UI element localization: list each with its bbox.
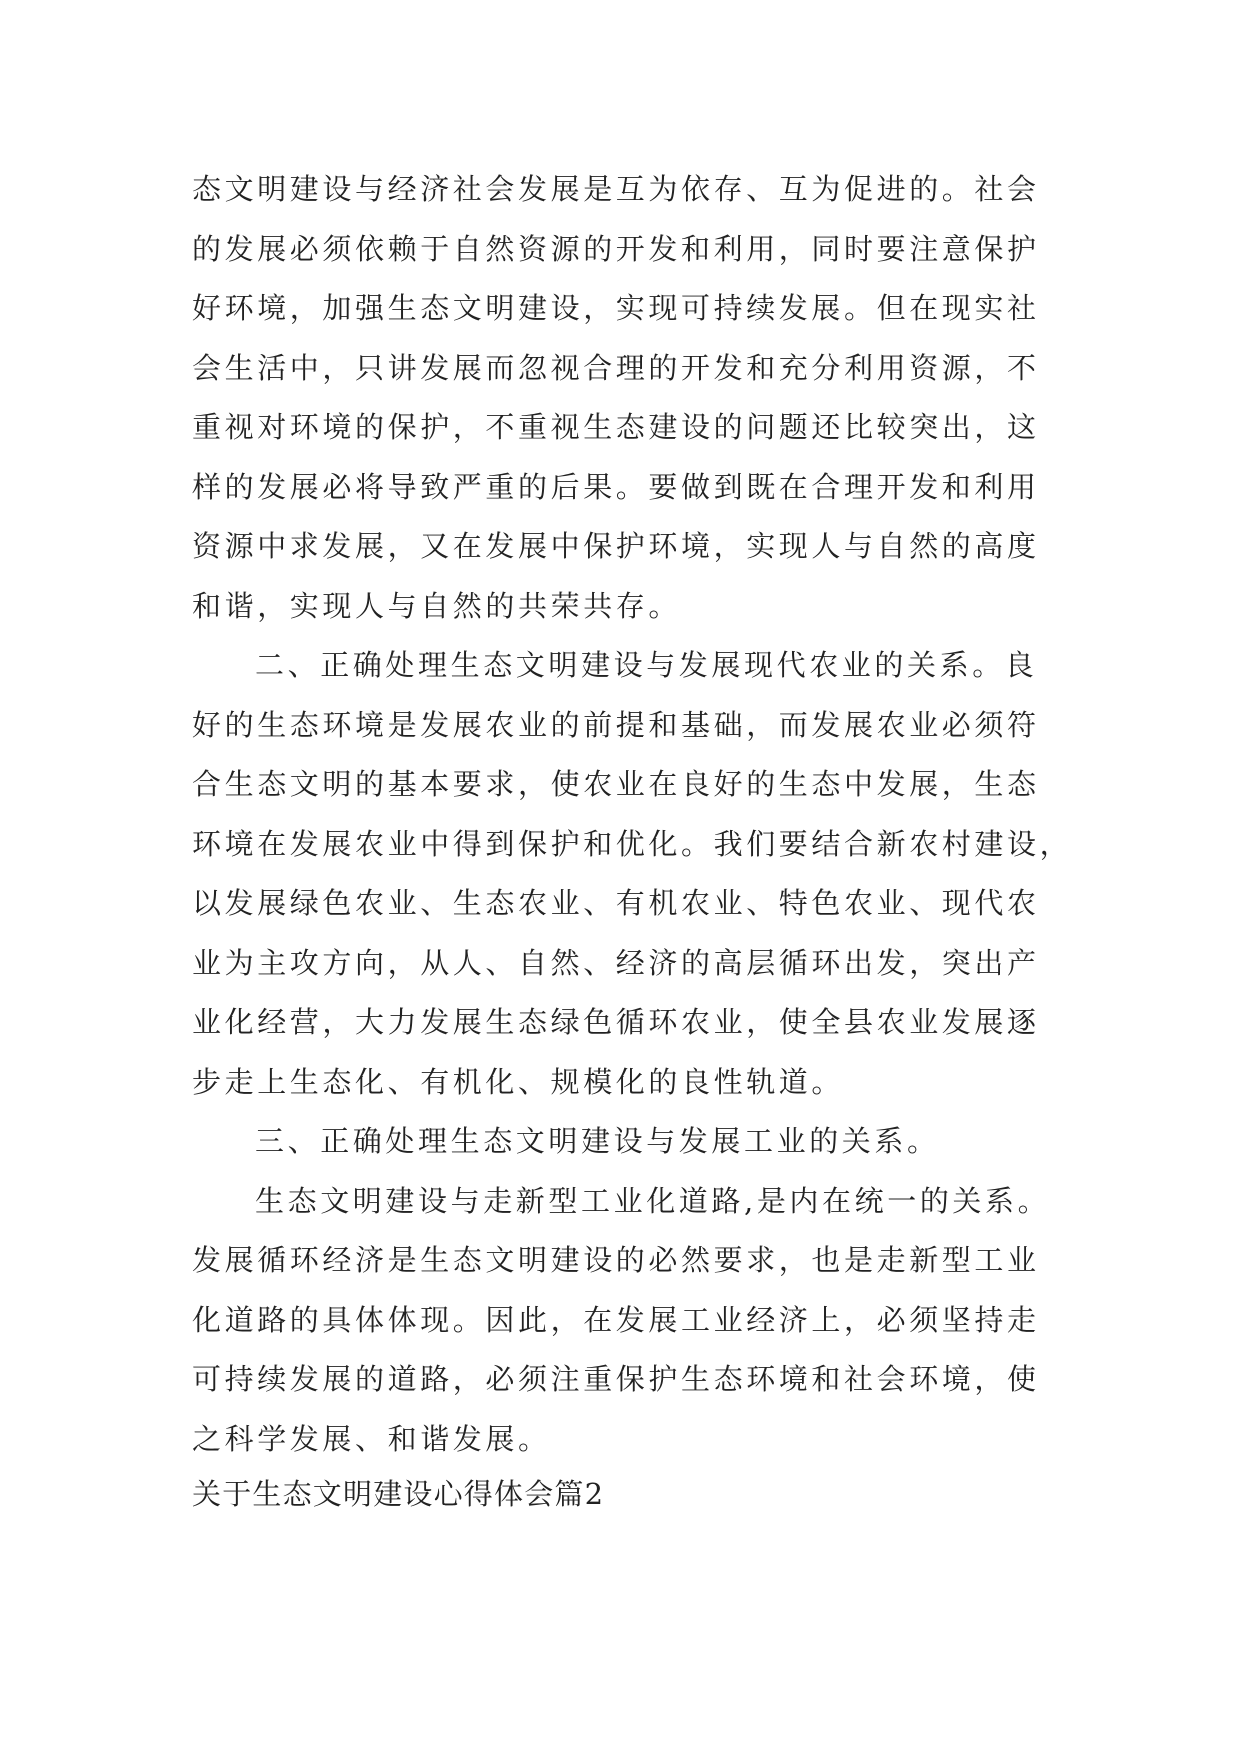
text-line: 资源中求发展，又在发展中保护环境，实现人与自然的高度 [192, 529, 1040, 563]
paragraph-2 [192, 636, 1073, 1112]
text-line: 好环境，加强生态文明建设，实现可持续发展。但在现实社 [192, 291, 1040, 325]
section-title: 关于生态文明建设心得体会篇2 [192, 1477, 605, 1511]
text-line: 三、正确处理生态文明建设与发展工业的关系。 [255, 1124, 940, 1158]
paragraph-3 [192, 1112, 1057, 1172]
text-line: 可持续发展的道路，必须注重保护生态环境和社会环境，使 [192, 1362, 1040, 1396]
text-line: 会生活中，只讲发展而忽视合理的开发和充分利用资源，不 [192, 350, 1040, 385]
text-line: 生态文明建设与走新型工业化道路,是内在统一的关系。 [255, 1183, 1051, 1218]
text-line: 业化经营，大力发展生态绿色循环农业，使全县农业发展逐 [192, 1005, 1040, 1039]
document-body [192, 160, 1073, 1469]
text-line: 的发展必须依赖于自然资源的开发和利用，同时要注意保护 [192, 231, 1040, 266]
text-line: 样的发展必将导致严重的后果。要做到既在合理开发和利用 [192, 469, 1040, 504]
text-line: 之科学发展、和谐发展。 [192, 1421, 551, 1456]
text-line: 化道路的具体体现。因此，在发展工业经济上，必须坚持走 [192, 1302, 1040, 1337]
text-line: 和谐，实现人与自然的共荣共存。 [192, 588, 682, 623]
text-line: 发展循环经济是生态文明建设的必然要求，也是走新型工业 [192, 1243, 1040, 1277]
text-line: 业为主攻方向，从人、自然、经济的高层循环出发，突出产 [192, 945, 1040, 980]
paragraph-1 [192, 160, 1057, 636]
text-line: 合生态文明的基本要求，使农业在良好的生态中发展，生态 [192, 767, 1040, 801]
text-line: 重视对环境的保护，不重视生态建设的问题还比较突出，这 [192, 410, 1040, 444]
text-line: 以发展绿色农业、生态农业、有机农业、特色农业、现代农 [192, 886, 1040, 920]
text-line: 好的生态环境是发展农业的前提和基础，而发展农业必须符 [192, 707, 1040, 742]
text-line: 态文明建设与经济社会发展是互为依存、互为促进的。社会 [192, 172, 1040, 206]
text-line: 环境在发展农业中得到保护和优化。我们要结合新农村建设， [192, 826, 1073, 861]
text-line: 步走上生态化、有机化、规模化的良性轨道。 [192, 1064, 845, 1099]
paragraph-4 [192, 1172, 1057, 1470]
text-line: 二、正确处理生态文明建设与发展现代农业的关系。良 [255, 648, 1038, 682]
